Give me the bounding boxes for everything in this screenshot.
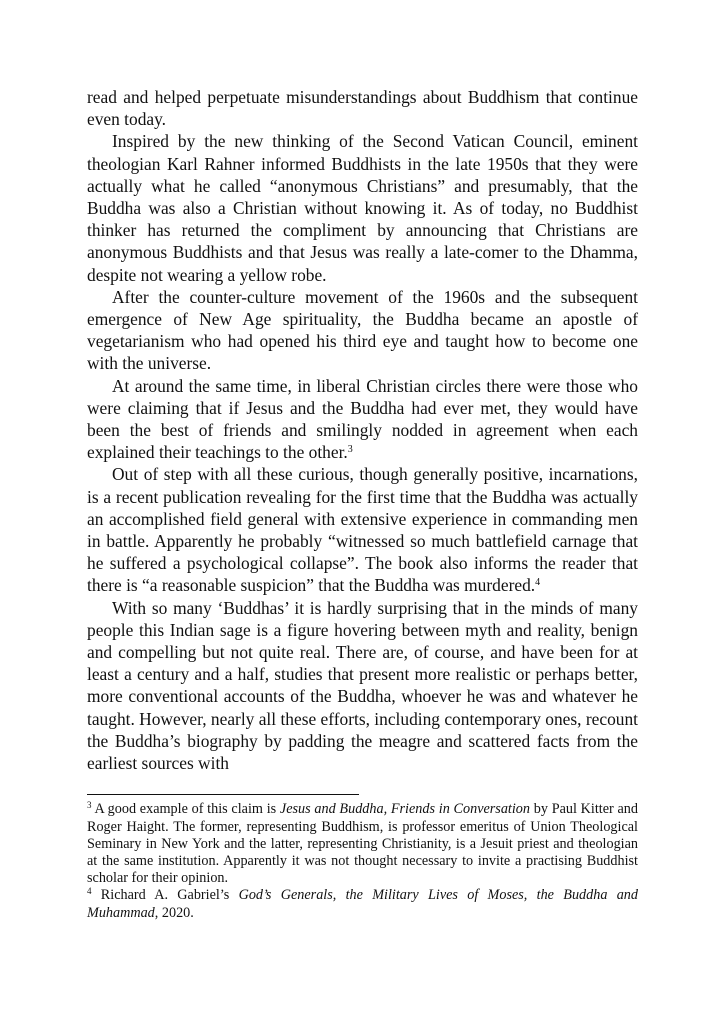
footnote-text: Richard A. Gabriel’s — [100, 887, 239, 904]
footnote-4 — [87, 887, 638, 921]
footnote-separator — [87, 794, 359, 795]
paragraph-5 — [87, 463, 638, 596]
footnote-text: , 2020. — [154, 904, 194, 921]
footnote-number: 4 — [87, 886, 92, 897]
footnote-text: by Paul Kitter and Roger Haight. The former, representing Buddhism, is professor emeritus of Union Theological Seminary in New York and the latter, representing Christianity, is a Jesuit priest and theologian at the same institution. Apparently it was not thought necessary to invite a practising Buddhist scholar for their opinion. — [87, 801, 638, 887]
footnotes — [87, 801, 638, 921]
paragraph-text: Inspired by the new thinking of the Second Vatican Council, eminent theologian Karl Rahner informed Buddhists in the late 1950s that they were actually what he called “anonymous Christians” and presumably, that the Buddha was also a Christian without knowing it. As of today, no Buddhist thinker has returned the compliment by announcing that Christians are anonymous Buddhists and that Jesus was really a late-comer to the Dhamma, despite not wearing a yellow robe. — [87, 131, 638, 285]
footnote-book-title: Jesus and Buddha, Friends in Conversation — [279, 801, 530, 818]
paragraph-text: After the counter-culture movement of the 1960s and the subsequent emergence of New Age spirituality, the Buddha became an apostle of vegetarianism who had opened his third eye and taught how to become one with the universe. — [87, 286, 638, 374]
body-text — [87, 86, 638, 774]
footnote-text: A good example of this claim is — [94, 801, 280, 818]
footnote-ref-4[interactable]: 4 — [535, 577, 541, 589]
paragraph-4 — [87, 375, 638, 464]
paragraph-text: At around the same time, in liberal Christian circles there were those who were claiming that if Jesus and the Buddha had ever met, they would have been the best of friends and smilingly nodded in agreement when each explained their teachings to the other. — [87, 375, 638, 463]
paragraph-text: Out of step with all these curious, though generally positive, incarnations, is a recent publication revealing for the first time that the Buddha was actually an accomplished field general with extensive experience in commanding men in battle. Apparently he probably “witnessed so much battlefield carnage that he suffered a psychological collapse”. The book also informs the reader that there is “a reasonable suspicion” that the Buddha was murdered. — [87, 464, 638, 596]
footnote-number: 3 — [87, 800, 92, 811]
footnote-ref-3[interactable]: 3 — [347, 444, 353, 456]
paragraph-3 — [87, 286, 638, 375]
paragraph-text: read and helped perpetuate misunderstandings about Buddhism that continue even today. — [87, 87, 638, 130]
paragraph-2 — [87, 130, 638, 285]
footnote-3 — [87, 801, 638, 887]
paragraph-text: With so many ‘Buddhas’ it is hardly surprising that in the minds of many people this Indian sage is a figure hovering between myth and reality, benign and compelling but not quite real. There are, of course, and have been for at least a century and a half, studies that present more realistic or perhaps better, more conventional accounts of the Buddha, whoever he was and whatever he taught. However, nearly all these efforts, including contemporary ones, recount the Buddha’s biography by padding the meagre and scattered facts from the earliest sources with — [87, 597, 638, 774]
paragraph-1 — [87, 86, 638, 130]
footnote-book-title: God’s Generals, the Military Lives of Moses, the Buddha and Muhammad — [87, 887, 638, 921]
paragraph-6 — [87, 597, 638, 775]
